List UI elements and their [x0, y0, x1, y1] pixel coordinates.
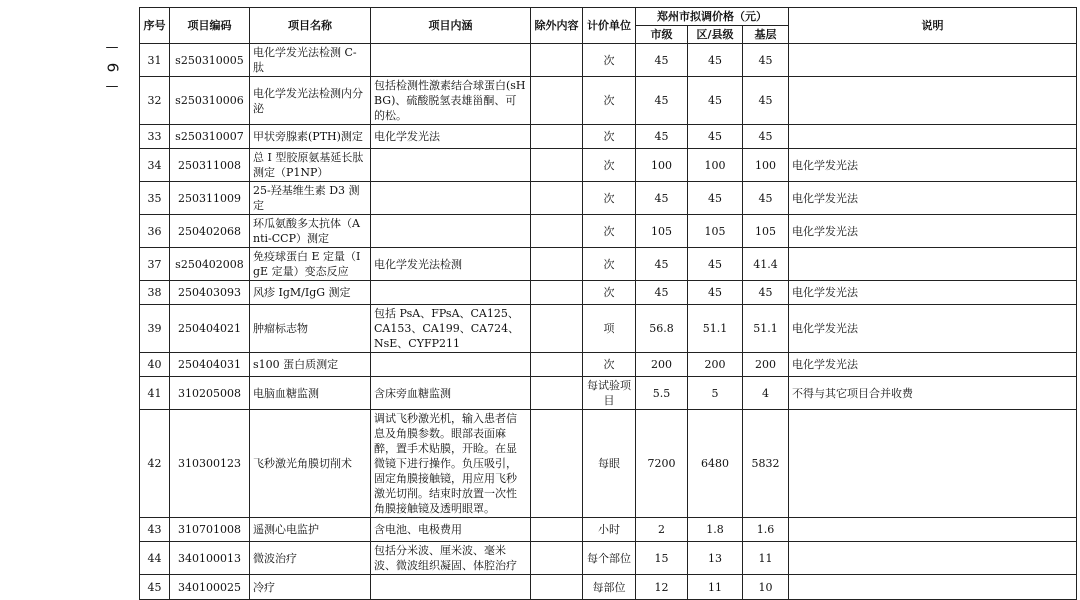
cell-price-base: 41.4 — [743, 248, 789, 281]
cell-excluded — [531, 215, 583, 248]
cell-excluded — [531, 353, 583, 377]
cell-unit: 次 — [583, 149, 636, 182]
cell-price-base: 45 — [743, 281, 789, 305]
header-county: 区/县级 — [688, 26, 743, 44]
cell-content: 电化学发光法 — [371, 125, 531, 149]
cell-content: 包括检测性激素结合球蛋白(sHBG)、硫酸脱氢表雄甾酮、可的松。 — [371, 77, 531, 125]
cell-content: 电化学发光法检测 — [371, 248, 531, 281]
cell-content — [371, 215, 531, 248]
cell-excluded — [531, 248, 583, 281]
cell-code: 340100025 — [170, 575, 250, 600]
cell-name: 总 I 型胶原氨基延长肽测定（P1NP） — [250, 149, 371, 182]
page-number-dash-top: — — [105, 40, 119, 55]
cell-price-base: 10 — [743, 575, 789, 600]
cell-excluded — [531, 149, 583, 182]
cell-seq: 40 — [140, 353, 170, 377]
cell-name: 25-羟基维生素 D3 测定 — [250, 182, 371, 215]
cell-price-county: 5 — [688, 377, 743, 410]
header-unit: 计价单位 — [583, 8, 636, 44]
header-base: 基层 — [743, 26, 789, 44]
cell-code: 250311008 — [170, 149, 250, 182]
cell-name: 遥测心电监护 — [250, 518, 371, 542]
cell-seq: 35 — [140, 182, 170, 215]
cell-price-county: 45 — [688, 44, 743, 77]
cell-price-county: 45 — [688, 182, 743, 215]
header-name: 项目名称 — [250, 8, 371, 44]
table-row — [140, 410, 1077, 518]
cell-price-city: 45 — [636, 248, 688, 281]
cell-name: 电脑血糖监测 — [250, 377, 371, 410]
page-number-value: 6 — [103, 62, 122, 73]
cell-seq: 32 — [140, 77, 170, 125]
cell-name: s100 蛋白质测定 — [250, 353, 371, 377]
cell-seq: 43 — [140, 518, 170, 542]
table-row — [140, 353, 1077, 377]
cell-price-city: 200 — [636, 353, 688, 377]
cell-excluded — [531, 377, 583, 410]
table-row — [140, 149, 1077, 182]
cell-content — [371, 182, 531, 215]
cell-seq: 44 — [140, 542, 170, 575]
cell-unit: 次 — [583, 281, 636, 305]
table-row — [140, 377, 1077, 410]
cell-note — [789, 410, 1077, 518]
price-table — [139, 7, 1077, 600]
table-row — [140, 248, 1077, 281]
page-number-dash-bottom: — — [105, 79, 119, 94]
cell-seq: 37 — [140, 248, 170, 281]
cell-price-city: 56.8 — [636, 305, 688, 353]
cell-price-base: 45 — [743, 44, 789, 77]
table-row — [140, 44, 1077, 77]
header-excluded: 除外内容 — [531, 8, 583, 44]
cell-content: 包括 PsA、FPsA、CA125、CA153、CA199、CA724、NsE、CYFP211 — [371, 305, 531, 353]
cell-price-city: 100 — [636, 149, 688, 182]
cell-content: 包括分米波、厘米波、毫米波、微波组织凝固、体腔治疗 — [371, 542, 531, 575]
cell-note — [789, 575, 1077, 600]
cell-note — [789, 77, 1077, 125]
cell-seq: 34 — [140, 149, 170, 182]
cell-seq: 45 — [140, 575, 170, 600]
cell-price-city: 45 — [636, 182, 688, 215]
cell-name: 肿瘤标志物 — [250, 305, 371, 353]
cell-note: 电化学发光法 — [789, 182, 1077, 215]
cell-note — [789, 44, 1077, 77]
cell-excluded — [531, 77, 583, 125]
cell-code: 340100013 — [170, 542, 250, 575]
cell-name: 甲状旁腺素(PTH)测定 — [250, 125, 371, 149]
cell-price-county: 200 — [688, 353, 743, 377]
cell-price-base: 45 — [743, 125, 789, 149]
cell-name: 电化学发光法检测 C-肽 — [250, 44, 371, 77]
cell-content — [371, 149, 531, 182]
cell-content: 含电池、电极费用 — [371, 518, 531, 542]
cell-price-county: 13 — [688, 542, 743, 575]
table-body — [140, 44, 1077, 600]
page-number — [104, 40, 120, 95]
cell-price-base: 5832 — [743, 410, 789, 518]
cell-price-base: 45 — [743, 182, 789, 215]
cell-price-base: 200 — [743, 353, 789, 377]
cell-code: 250311009 — [170, 182, 250, 215]
cell-price-city: 45 — [636, 77, 688, 125]
cell-content — [371, 281, 531, 305]
cell-note — [789, 125, 1077, 149]
cell-unit: 次 — [583, 353, 636, 377]
cell-code: 250404021 — [170, 305, 250, 353]
cell-content — [371, 44, 531, 77]
cell-price-city: 105 — [636, 215, 688, 248]
cell-price-city: 12 — [636, 575, 688, 600]
header-seq: 序号 — [140, 8, 170, 44]
cell-note: 电化学发光法 — [789, 149, 1077, 182]
cell-price-base: 51.1 — [743, 305, 789, 353]
cell-note: 电化学发光法 — [789, 305, 1077, 353]
cell-unit: 每试验项目 — [583, 377, 636, 410]
cell-name: 环瓜氨酸多太抗体（Anti-CCP）测定 — [250, 215, 371, 248]
cell-code: 250403093 — [170, 281, 250, 305]
table-row — [140, 305, 1077, 353]
cell-price-city: 5.5 — [636, 377, 688, 410]
cell-price-city: 15 — [636, 542, 688, 575]
cell-name: 微波治疗 — [250, 542, 371, 575]
cell-content: 含床旁血糖监测 — [371, 377, 531, 410]
cell-code: s250402008 — [170, 248, 250, 281]
cell-price-base: 11 — [743, 542, 789, 575]
cell-price-base: 100 — [743, 149, 789, 182]
cell-price-base: 1.6 — [743, 518, 789, 542]
cell-name: 电化学发光法检测内分泌 — [250, 77, 371, 125]
cell-price-city: 7200 — [636, 410, 688, 518]
cell-unit: 次 — [583, 44, 636, 77]
cell-code: s250310005 — [170, 44, 250, 77]
cell-content: 调试飞秒激光机，输入患者信息及角膜参数。眼部表面麻醉，置手术贴膜，开睑。在显微镜下进行操作。负压吸引，固定角膜接触镜，用应用飞秒激光切削。结束时放置一次性角膜接触镜及透明眼罩。 — [371, 410, 531, 518]
cell-price-city: 45 — [636, 281, 688, 305]
cell-price-county: 100 — [688, 149, 743, 182]
cell-price-county: 45 — [688, 125, 743, 149]
cell-note: 电化学发光法 — [789, 353, 1077, 377]
cell-excluded — [531, 542, 583, 575]
cell-content — [371, 575, 531, 600]
cell-unit: 次 — [583, 125, 636, 149]
cell-price-county: 45 — [688, 281, 743, 305]
table-row — [140, 518, 1077, 542]
cell-unit: 次 — [583, 182, 636, 215]
cell-unit: 项 — [583, 305, 636, 353]
cell-note: 电化学发光法 — [789, 281, 1077, 305]
cell-unit: 每眼 — [583, 410, 636, 518]
cell-excluded — [531, 305, 583, 353]
cell-code: 250402068 — [170, 215, 250, 248]
cell-note: 不得与其它项目合并收费 — [789, 377, 1077, 410]
table-row — [140, 575, 1077, 600]
cell-unit: 每部位 — [583, 575, 636, 600]
cell-name: 飞秒激光角膜切削术 — [250, 410, 371, 518]
cell-seq: 31 — [140, 44, 170, 77]
header-city: 市级 — [636, 26, 688, 44]
cell-seq: 39 — [140, 305, 170, 353]
header-code: 项目编码 — [170, 8, 250, 44]
table-row — [140, 281, 1077, 305]
cell-name: 风疹 IgM/IgG 测定 — [250, 281, 371, 305]
table-row — [140, 182, 1077, 215]
cell-note — [789, 542, 1077, 575]
cell-excluded — [531, 44, 583, 77]
cell-excluded — [531, 281, 583, 305]
cell-name: 免疫球蛋白 E 定量（IgE 定量）变态反应 — [250, 248, 371, 281]
cell-price-city: 45 — [636, 44, 688, 77]
header-note: 说明 — [789, 8, 1077, 44]
cell-unit: 每个部位 — [583, 542, 636, 575]
header-content: 项目内涵 — [371, 8, 531, 44]
cell-price-base: 45 — [743, 77, 789, 125]
table-row — [140, 125, 1077, 149]
cell-seq: 36 — [140, 215, 170, 248]
cell-seq: 41 — [140, 377, 170, 410]
cell-price-county: 6480 — [688, 410, 743, 518]
cell-name: 冷疗 — [250, 575, 371, 600]
cell-unit: 次 — [583, 77, 636, 125]
cell-note — [789, 518, 1077, 542]
cell-price-base: 4 — [743, 377, 789, 410]
cell-unit: 小时 — [583, 518, 636, 542]
cell-excluded — [531, 182, 583, 215]
cell-code: s250310007 — [170, 125, 250, 149]
cell-code: 310205008 — [170, 377, 250, 410]
cell-price-city: 2 — [636, 518, 688, 542]
table-header — [140, 8, 1077, 44]
cell-price-county: 1.8 — [688, 518, 743, 542]
cell-code: s250310006 — [170, 77, 250, 125]
cell-seq: 38 — [140, 281, 170, 305]
table-row — [140, 542, 1077, 575]
cell-note — [789, 248, 1077, 281]
cell-price-base: 105 — [743, 215, 789, 248]
cell-code: 250404031 — [170, 353, 250, 377]
cell-price-county: 45 — [688, 248, 743, 281]
header-price-group: 郑州市拟调价格（元） — [636, 8, 789, 26]
table-row — [140, 77, 1077, 125]
cell-unit: 次 — [583, 248, 636, 281]
cell-excluded — [531, 125, 583, 149]
cell-excluded — [531, 518, 583, 542]
cell-price-county: 11 — [688, 575, 743, 600]
cell-code: 310701008 — [170, 518, 250, 542]
cell-content — [371, 353, 531, 377]
table-row — [140, 215, 1077, 248]
cell-code: 310300123 — [170, 410, 250, 518]
cell-price-county: 105 — [688, 215, 743, 248]
cell-note: 电化学发光法 — [789, 215, 1077, 248]
cell-excluded — [531, 575, 583, 600]
cell-seq: 33 — [140, 125, 170, 149]
cell-price-county: 51.1 — [688, 305, 743, 353]
cell-unit: 次 — [583, 215, 636, 248]
cell-price-county: 45 — [688, 77, 743, 125]
cell-excluded — [531, 410, 583, 518]
cell-seq: 42 — [140, 410, 170, 518]
cell-price-city: 45 — [636, 125, 688, 149]
